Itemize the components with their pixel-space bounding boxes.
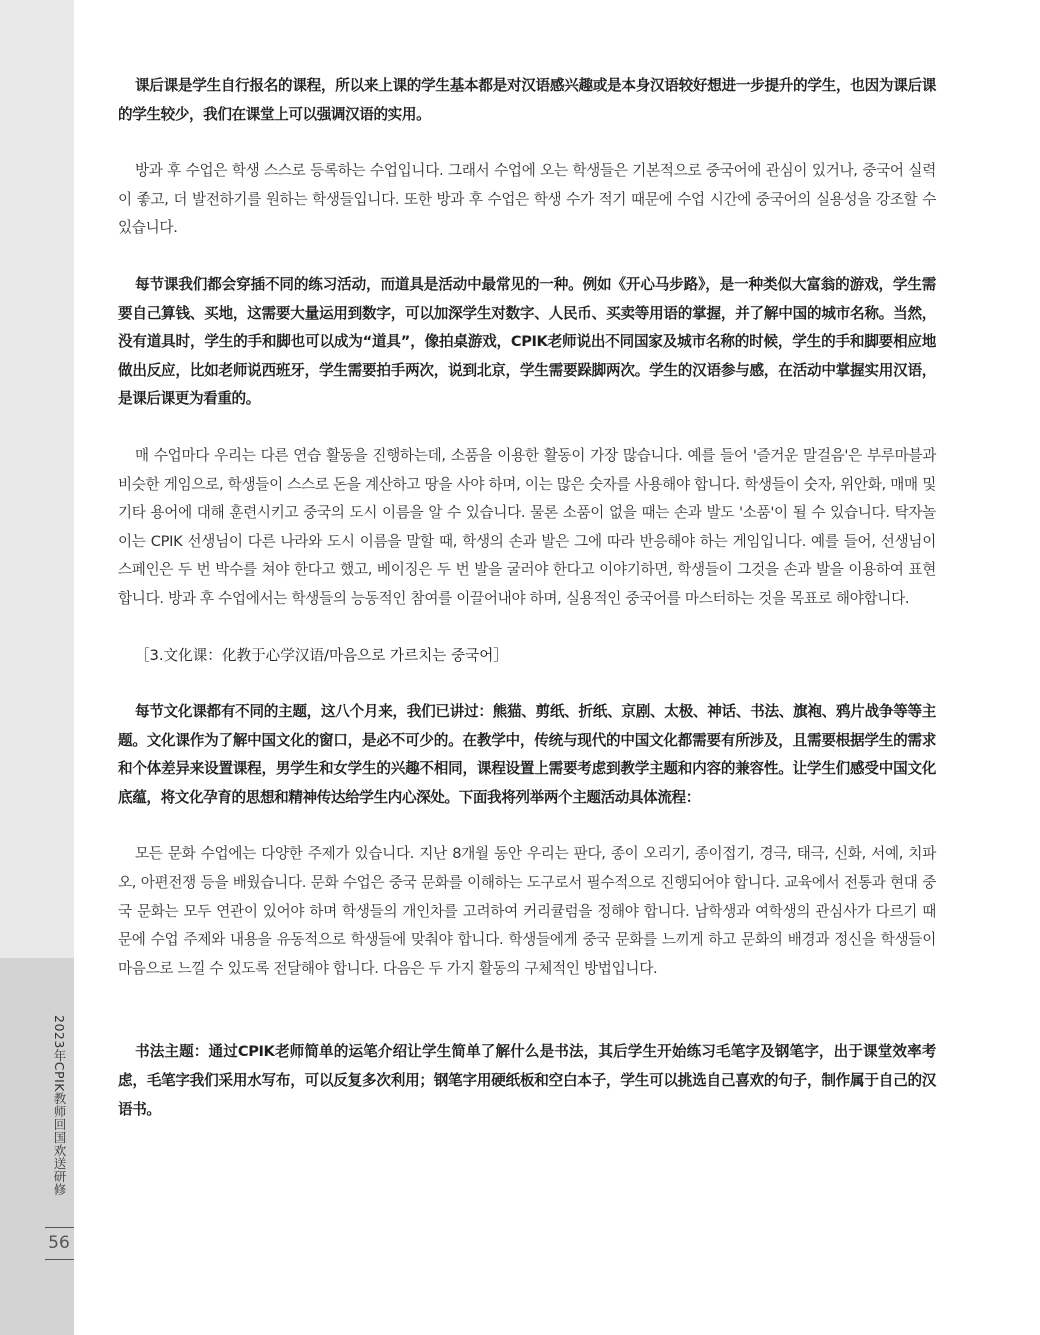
page-number-rule-top: [45, 1227, 74, 1228]
page-sidebar: [0, 0, 74, 1335]
page-number-rule-bottom: [45, 1259, 74, 1260]
paragraph-zh-1: 课后课是学生自行报名的课程，所以来上课的学生基本都是对汉语感兴趣或是本身汉语较好想进一步提升的学生，也因为课后课的学生较少，我们在课堂上可以强调汉语的实用。: [118, 77, 936, 123]
paragraph-zh-2: 每节课我们都会穿插不同的练习活动，而道具是活动中最常见的一种。例如《开心马步路》，是一种类似大富翁的游戏，学生需要自己算钱、买地，这需要大量运用到数字，可以加深学生对数字、人民币、买卖等用语的掌握，并了解中国的城市名称。当然，没有道具时，学生的手和脚也可以成为“道具”，像拍桌游戏，CPIK老师说出不同国家及城市名称的时候，学生的手和脚要相应地做出反应，比如老师说西班牙，学生需要拍手两次，说到北京，学生需要跺脚两次。学生的汉语参与感，在活动中掌握实用汉语，是课后课更为看重的。: [118, 275, 936, 408]
paragraph-ko-1: 방과 후 수업은 학생 스스로 등록하는 수업입니다. 그래서 수업에 오는 학생들은 기본적으로 중국어에 관심이 있거나, 중국어 실력이 좋고, 더 발전하기를 원하는 학생들입니다. 또한 방과 후 수업은 학생 수가 적기 때문에 수업 시간에 중국어의 실용성을 강조할 수 있습니다.: [118, 162, 936, 237]
paragraph-zh-4: 书法主题：通过CPIK老师简单的运笔介绍让学生简单了解什么是书法，其后学生开始练习毛笔字及钢笔字，出于课堂效率考虑，毛笔字我们采用水写布，可以反复多次利用；钢笔字用硬纸板和空白本子，学生可以挑选自己喜欢的句子，制作属于自己的汉语书。: [118, 1043, 936, 1118]
page-number: 56: [48, 1233, 70, 1253]
paragraph-zh-3: 每节文化课都有不同的主题，这八个月来，我们已讲过：熊猫、剪纸、折纸、京剧、太极、神话、书法、旗袍、鸦片战争等等主题。文化课作为了解中国文化的窗口，是必不可少的。在教学中，传统与现代的中国文化都需要有所涉及，且需要根据学生的需求和个体差异来设置课程，男学生和女学生的兴趣不相同，课程设置上需要考虑到教学主题和内容的兼容性。让学生们感受中国文化底蕴，将文化孕育的思想和精神传达给学生内心深处。下面我将列举两个主题活动具体流程：: [118, 703, 936, 806]
paragraph-ko-2: 매 수업마다 우리는 다른 연습 활동을 진행하는데, 소품을 이용한 활동이 가장 많습니다. 예를 들어 '즐거운 말걸음'은 부루마블과 비슷한 게임으로, 학생들이 스스로 돈을 계산하고 땅을 사야 하며, 이는 많은 숫자를 사용해야 합니다. 학생들이 숫자, 위안화, 매매 및 기타 용어에 대해 훈련시키고 중국의 도시 이름을 알 수 있습니다. 물론 소품이 없을 때는 손과 발도 '소품'이 될 수 있습니다. 탁자놀이는 CPIK 선생님이 다른 나라와 도시 이름을 말할 때, 학생의 손과 발은 그에 따라 반응해야 하는 게임입니다. 예를 들어, 선생님이 스페인은 두 번 박수를 쳐야 한다고 했고, 베이징은 두 번 발을 굴러야 한다고 이야기하면, 학생들이 그것을 손과 발을 이용하여 표현합니다. 방과 후 수업에서는 학생들의 능동적인 참여를 이끌어내야 하며, 실용적인 중국어를 마스터하는 것을 목표로 해야합니다.: [118, 446, 936, 607]
running-title: 2023年CPIK教师回国欢送研修: [52, 1015, 67, 1196]
section-heading: ［3.文化课：化教于心学汉语/마음으로 가르치는 중국어］: [135, 646, 508, 664]
paragraph-ko-3: 모든 문화 수업에는 다양한 주제가 있습니다. 지난 8개월 동안 우리는 판다, 종이 오리기, 종이접기, 경극, 태극, 신화, 서예, 치파오, 아편전쟁 등을 배웠습니다. 문화 수업은 중국 문화를 이해하는 도구로서 필수적으로 진행되어야 합니다. 교육에서 전통과 현대 중국 문화는 모두 연관이 있어야 하며 학생들의 개인차를 고려하여 커리큘럼을 정해야 합니다. 남학생과 여학생의 관심사가 다르기 때문에 수업 주제와 내용을 유동적으로 학생들에 맞춰야 합니다. 학생들에게 중국 문화를 느끼게 하고 문화의 배경과 정신을 학생들이 마음으로 느낄 수 있도록 전달해야 합니다. 다음은 두 가지 활동의 구체적인 방법입니다.: [118, 845, 936, 977]
article-body: [118, 72, 936, 1124]
